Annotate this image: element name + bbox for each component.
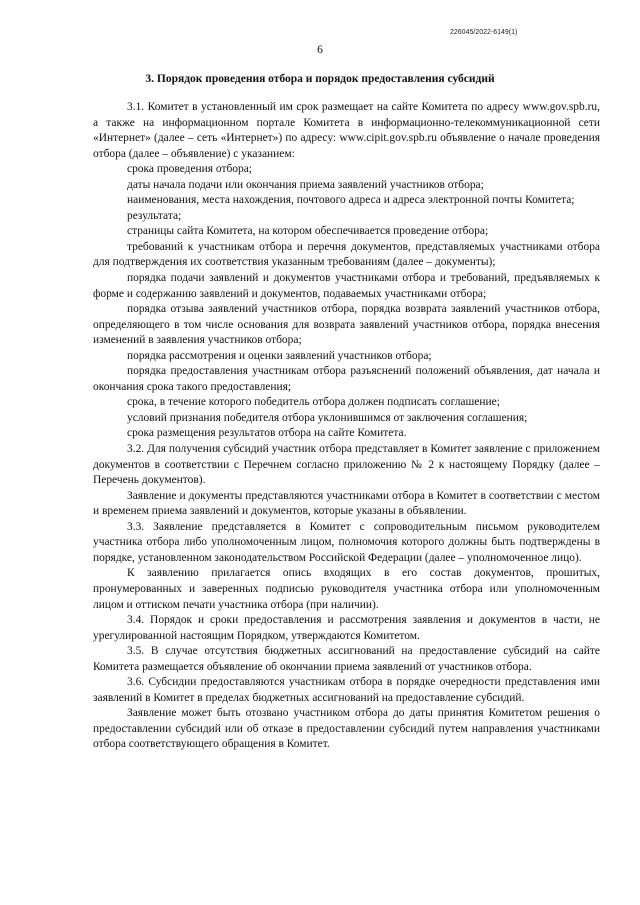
section-title: 3. Порядок проведения отбора и порядок предоставления субсидий [145,73,495,85]
paragraph: Заявление может быть отозвано участником отбора до даты принятия Комитетом решения о предоставлении субсидий или об отказе в предоставлении субсидий путем направления участниками отбора соответствующего обращения в Комитет. [93,707,600,751]
list-item: наименования, места нахождения, почтового адреса и адреса электронной почты Комитета; [127,194,575,207]
list-item: срока размещения результатов отбора на сайте Комитета. [127,427,407,440]
document-body [93,100,600,753]
list-item: срока проведения отбора; [127,163,252,176]
list-item: условий признания победителя отбора уклонившимся от заключения соглашения; [127,411,528,424]
list-item: порядка подачи заявлений и документов участниками отбора и требований, предъявляемых к форме и содержанию заявлений и документов, подаваемых участниками отбора; [93,272,600,300]
paragraph: Заявление и документы представляются участниками отбора в Комитет в соответствии с местом и временем приема заявлений и документов, которые указаны в объявлении. [93,489,600,518]
document-number: 226045/2022-6149(1) [450,29,518,36]
paragraph-3-1: 3.1. Комитет в установленный им срок размещает на сайте Комитета по адресу www.gov.spb.ru, а также на информационном портале Комитета в информационно-телекоммуникационной сети «Интернет» (далее – сеть «Интернет») по адресу: www.cipit.gov.spb.ru объявление о начале проведения отбора (далее – объявление) с указанием: [93,101,600,160]
list-item: страницы сайта Комитета, на котором обеспечивается проведение отбора; [127,225,489,238]
list-item: даты начала подачи или окончания приема заявлений участников отбора; [127,178,484,191]
list-item: требований к участникам отбора и перечня документов, представляемых участниками отбора для подтверждения их соответствия указанным требованиям (далее – документы); [93,240,600,269]
paragraph-3-3: 3.3. Заявление представляется в Комитет с сопроводительным письмом руководителем участника отбора либо уполномоченным лицом, полномочия которого должны быть подтверждены в порядке, установленном законодательством Российской Федерации (далее – уполномоченное лицо). [93,520,600,564]
paragraph-3-4: 3.4. Порядок и сроки предоставления и рассмотрения заявления и документов в части, не урегулированной настоящим Порядком, утверждаются Комитетом. [93,614,600,642]
paragraph: К заявлению прилагается опись входящих в его состав документов, прошитых, пронумерованных и заверенных подписью руководителя участника отбора или уполномоченным лицом и оттиском печати участника отбора (при наличии). [93,567,600,611]
paragraph-3-6: 3.6. Субсидии предоставляются участникам отбора в порядке очередности представления ими заявлений в Комитет в пределах бюджетных ассигнований на предоставление субсидий. [93,676,600,704]
list-item: порядка отзыва заявлений участников отбора, порядка возврата заявлений участников отбора, определяющего в том числе основания для возврата заявлений участников отбора, порядка внесения изменений в заявления участников отбора; [93,303,600,347]
list-item: срока, в течение которого победитель отбора должен подписать соглашение; [127,396,500,409]
list-item: результата; [127,209,182,222]
list-item: порядка рассмотрения и оценки заявлений участников отбора; [127,349,432,362]
paragraph-3-2: 3.2. Для получения субсидий участник отбора представляет в Комитет заявление с приложением документов в соответствии с Перечнем согласно приложению № 2 к настоящему Порядку (далее – Перечень документов). [93,443,600,487]
paragraph-3-5: 3.5. В случае отсутствия бюджетных ассигнований на предоставление субсидий на сайте Комитета размещается объявление об окончании приема заявлений от участников отбора. [93,645,600,673]
page-number: 6 [317,44,323,56]
list-item: порядка предоставления участникам отбора разъяснений положений объявления, дат начала и окончания срока такого предоставления; [93,365,600,393]
